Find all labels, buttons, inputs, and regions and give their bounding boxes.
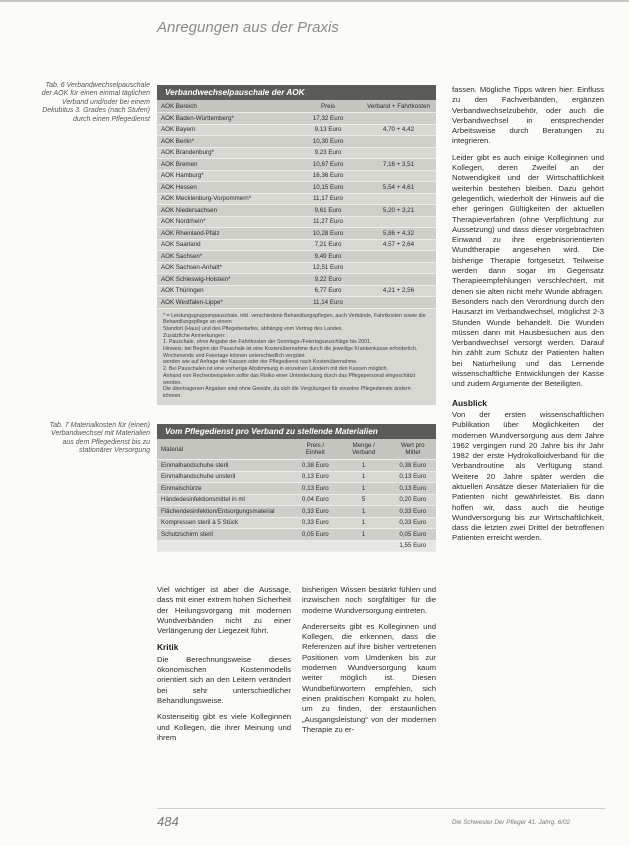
- aok-col-breakdown: Verband + Fahrtkosten: [361, 100, 436, 113]
- material-price-cell: 0,04 Euro: [293, 494, 338, 506]
- material-value-cell: 0,05 Euro: [390, 529, 436, 541]
- section-title: Anregungen aus der Praxis: [157, 19, 339, 36]
- material-qty-cell: 1: [338, 460, 390, 472]
- aok-price-cell: 7,21 Euro: [295, 239, 361, 251]
- aok-table-title: Verbandwechselpauschale der AOK: [157, 85, 436, 100]
- aok-table-row: [157, 205, 436, 217]
- mat-col-qty: Menge / Verband: [338, 439, 390, 460]
- aok-price-cell: 9,22 Euro: [295, 274, 361, 286]
- mat-col-material: Material: [157, 439, 293, 460]
- material-qty-cell: 1: [338, 529, 390, 541]
- aok-price-cell: 16,36 Euro: [295, 170, 361, 182]
- aok-breakdown-cell: 4,57 + 2,64: [361, 239, 436, 251]
- material-price-cell: 0,05 Euro: [293, 529, 338, 541]
- paragraph: bisherigen Wissen bestärkt fühlen und inzwischen noch sorgfältiger für die moderne Wundversorgung eintreten.: [302, 585, 436, 615]
- aok-region-cell: AOK Sachsen*: [157, 251, 295, 263]
- aok-breakdown-cell: 5,86 + 4,32: [361, 228, 436, 240]
- table1-caption: Tab. 6 Verbandwechselpauschale der AOK für einen einmal täglichen Verband und/oder bei einem Dekubitus 3. Grades (nach Stufen) durch einen Pflegedienst: [41, 82, 150, 123]
- aok-breakdown-cell: [361, 297, 436, 309]
- material-name-cell: Einmalschürze: [157, 483, 293, 495]
- material-value-cell: 0,38 Euro: [390, 460, 436, 472]
- aok-table-row: [157, 170, 436, 182]
- aok-table-row: [157, 228, 436, 240]
- aok-region-cell: AOK Baden-Württemberg*: [157, 113, 295, 125]
- paragraph: Andererseits gibt es Kolleginnen und Kollegen, die erkennen, dass die Referenzen auf ihre bisher vertretenen Positionen vom Umdenken bis zur modernen Wundversorgung kaum weiter möglich ist. Diesen Wundbefürwortern empfehlen, sich einen praktischen Kompakt zu holen, um zu finden, der erstaunlichen „Ausgangsleistung“ von der modernen Therapie zu er-: [302, 621, 436, 734]
- empty-cell: [157, 540, 293, 552]
- aok-table-row: [157, 193, 436, 205]
- paragraph: Kostenseitig gibt es viele Kolleginnen und Kollegen, die ihrer Meinung und ihrem: [157, 712, 291, 742]
- footnote-line: Die übertragenen Angaben sind ohne Gewähr, da sich die Vergütungen für einzelne Pflegedienste ändern können.: [163, 386, 411, 399]
- aok-breakdown-cell: [361, 147, 436, 159]
- aok-col-region: AOK Bereich: [157, 100, 295, 113]
- material-qty-cell: 1: [338, 506, 390, 518]
- material-price-cell: 0,38 Euro: [293, 460, 338, 472]
- aok-price-cell: 9,49 Euro: [295, 251, 361, 263]
- aok-table-row: [157, 274, 436, 286]
- aok-price-cell: 9,61 Euro: [295, 205, 361, 217]
- aok-region-cell: AOK Westfalen-Lippe*: [157, 297, 295, 309]
- text-column-2: [302, 585, 436, 741]
- text-column-3: [452, 85, 604, 550]
- aok-breakdown-cell: 7,16 + 3,51: [361, 159, 436, 171]
- aok-region-cell: AOK Nordrhein*: [157, 216, 295, 228]
- material-value-cell: 0,33 Euro: [390, 517, 436, 529]
- footnote-line: Anhand von Rechenbeispielen sollte das Risiko einer Unterdeckung durch das Pflegepersonal eingeschätzt werden.: [163, 372, 416, 386]
- top-rule: [0, 0, 629, 2]
- aok-region-cell: AOK Saarland: [157, 239, 295, 251]
- materials-table-row: [157, 483, 436, 495]
- footer-rule: [157, 808, 605, 809]
- materials-table-header-row: [157, 439, 436, 460]
- aok-region-cell: AOK Sachsen-Anhalt*: [157, 262, 295, 274]
- aok-breakdown-cell: [361, 251, 436, 263]
- materials-table: [157, 424, 436, 552]
- material-qty-cell: 1: [338, 483, 390, 495]
- aok-table-header-row: [157, 100, 436, 113]
- aok-col-price: Preis: [295, 100, 361, 113]
- aok-table-row: [157, 216, 436, 228]
- empty-cell: [338, 540, 390, 552]
- aok-region-cell: AOK Bayern: [157, 124, 295, 136]
- paragraph: fassen. Mögliche Tipps wären hier: Einfluss zu den Fachverbänden, ergänzen Verbandwechselzubehör, oder auch die Verbandwechsel in entsprechender Arbeitsweise durch Beratungen zu integrieren.: [452, 85, 604, 146]
- material-qty-cell: 1: [338, 471, 390, 483]
- material-value-cell: 0,33 Euro: [390, 506, 436, 518]
- aok-price-cell: 10,30 Euro: [295, 136, 361, 148]
- materials-table-row: [157, 529, 436, 541]
- footnote-line: 1. Pauschale, ohne Angabe der Fahrtkosten der Sonntags-/Feiertagszuschläge bis 2001.: [163, 339, 372, 346]
- aok-region-cell: AOK Brandenburg*: [157, 147, 295, 159]
- aok-table-row: [157, 113, 436, 125]
- heading-ausblick: Ausblick: [452, 397, 487, 408]
- aok-table-row: [157, 136, 436, 148]
- material-name-cell: Schutzschirm steril: [157, 529, 293, 541]
- mat-col-price: Preis / Einheit: [293, 439, 338, 460]
- aok-price-cell: 6,77 Euro: [295, 285, 361, 297]
- aok-table-row: [157, 147, 436, 159]
- footnote-line: Hinweis: bei Beginn der Pauschale ist eine Kostenübernahme durch die jeweilige Krankenkasse erforderlich. Wochenende und Feiertage können unterschiedlich vergütet: [163, 346, 418, 359]
- aok-table-row: [157, 159, 436, 171]
- aok-breakdown-cell: [361, 274, 436, 286]
- aok-region-cell: AOK Hamburg*: [157, 170, 295, 182]
- material-qty-cell: 1: [338, 517, 390, 529]
- footnote-line: Standort (Haus) und des Pflegebedarfes, abhängig vom Vertrag des Landes.: [163, 325, 343, 332]
- aok-price-cell: 11,14 Euro: [295, 297, 361, 309]
- aok-price-cell: 10,28 Euro: [295, 228, 361, 240]
- heading-kritik: Kritik: [157, 642, 179, 653]
- materials-table-grid: [157, 439, 436, 552]
- paragraph: Von der ersten wissenschaftlichen Publikation über Möglichkeiten der modernen Wundversorgung aus dem Jahre 1962 vergingen rund 20 Jahre bis ihr Jahr 1982 der erste Hydrokolloidverband für die Verbandroutine als Verfügung stand. Weitere 20 Jahre später werden die aktuellen Ansätze dieser Materialien für die Patienten nicht gewährleistet. Bis dann hoffen wir, dass auch die heutige Wundversorgung bis zur Wirtschaftlichkeit, dass die letzten zwei Drittel der betroffenen Patienten erreicht werden.: [452, 409, 604, 543]
- aok-table-row: [157, 262, 436, 274]
- aok-breakdown-cell: [361, 170, 436, 182]
- material-qty-cell: 5: [338, 494, 390, 506]
- aok-table: [157, 85, 436, 405]
- materials-total-row: [157, 540, 436, 552]
- material-value-cell: 0,20 Euro: [390, 494, 436, 506]
- material-name-cell: Einmalhandschuhe steril: [157, 460, 293, 472]
- aok-price-cell: 9,23 Euro: [295, 147, 361, 159]
- material-value-cell: 0,13 Euro: [390, 483, 436, 495]
- text-column-1: [157, 585, 291, 749]
- aok-region-cell: AOK Niedersachsen: [157, 205, 295, 217]
- aok-region-cell: AOK Bremen: [157, 159, 295, 171]
- aok-breakdown-cell: 4,21 + 2,56: [361, 285, 436, 297]
- aok-breakdown-cell: [361, 136, 436, 148]
- paragraph: Leider gibt es auch einige Kolleginnen und Kollegen, deren Zweifel an der Notwendigkeit und der Wirtschaftlichkeit weiterhin bestehen bleiben. Dazu gehört gelegentlich, wiederholt der Hinweis auf die eher geringen Gültigkeiten der aktuellen Therapieverfahren (ohne Verpflichtung zur Aussetzung) und dass dieser vorgebrachten Einwand zu ihre ergebnisorientierten Wundtherapie angesehen wird. Die bisherige Therapie fortgesetzt. Teilweise werden dann sogar im Gegensatz Therapieempfehlungen verschlechtert, mit denen sie alten nicht mehr Wunde abfragen. Besonders nach den Verordnung durch den Hausarzt im Verbandwechsel, möglichst 2-3 Stunden Wunde behandelt. Die Wunden müssen dann mit Hausbesuchen aus den Verbandwechsel versorgt werden. Darauf hin zählt zum Schutz der Patienten halten bei Naturheilung und das Lernende wissenschaftliche Entwicklungen der Kasse und zudem Argumente der Beteiligten.: [452, 152, 604, 389]
- aok-price-cell: 11,27 Euro: [295, 216, 361, 228]
- material-price-cell: 0,13 Euro: [293, 471, 338, 483]
- aok-table-row: [157, 239, 436, 251]
- table2-caption: Tab. 7 Materialkosten für (einen) Verbandwechsel mit Materialien aus dem Pflegedienst bis zu stationärer Versorgung: [49, 422, 150, 455]
- materials-table-row: [157, 471, 436, 483]
- mat-col-value: Wert pro Mittel: [390, 439, 436, 460]
- aok-region-cell: AOK Thüringen: [157, 285, 295, 297]
- material-name-cell: Flächendesinfektion/Entsorgungsmaterial: [157, 506, 293, 518]
- materials-table-row: [157, 517, 436, 529]
- aok-price-cell: 10,67 Euro: [295, 159, 361, 171]
- journal-source: Die Schwester Der Pfleger 41. Jahrg. 6/02: [452, 819, 570, 826]
- material-price-cell: 0,33 Euro: [293, 506, 338, 518]
- aok-price-cell: 10,15 Euro: [295, 182, 361, 194]
- aok-price-cell: 9,13 Euro: [295, 124, 361, 136]
- aok-breakdown-cell: 4,70 + 4,42: [361, 124, 436, 136]
- aok-breakdown-cell: [361, 193, 436, 205]
- aok-region-cell: AOK Hessen: [157, 182, 295, 194]
- aok-breakdown-cell: [361, 262, 436, 274]
- material-name-cell: Kompressen steril à 5 Stück: [157, 517, 293, 529]
- materials-table-title: Vom Pflegedienst pro Verband zu stellende Materialien: [157, 424, 436, 439]
- aok-table-row: [157, 182, 436, 194]
- aok-breakdown-cell: [361, 216, 436, 228]
- aok-price-cell: 11,17 Euro: [295, 193, 361, 205]
- footnote-line: werden wie auf Anfrage der Kassen oder der Pflegedienst nach Kostenübernahme.: [163, 359, 358, 366]
- material-name-cell: Händedesinfektionsmittel in ml: [157, 494, 293, 506]
- aok-breakdown-cell: 5,54 + 4,61: [361, 182, 436, 194]
- aok-table-row: [157, 285, 436, 297]
- aok-region-cell: AOK Schleswig-Holstein*: [157, 274, 295, 286]
- material-value-cell: 0,13 Euro: [390, 471, 436, 483]
- aok-table-footnotes: [157, 309, 436, 405]
- aok-region-cell: AOK Berlin*: [157, 136, 295, 148]
- material-price-cell: 0,33 Euro: [293, 517, 338, 529]
- empty-cell: [293, 540, 338, 552]
- material-name-cell: Einmalhandschuhe unsteril: [157, 471, 293, 483]
- aok-breakdown-cell: 5,20 + 3,21: [361, 205, 436, 217]
- material-price-cell: 0,13 Euro: [293, 483, 338, 495]
- aok-breakdown-cell: [361, 113, 436, 125]
- aok-table-grid: [157, 100, 436, 309]
- materials-table-row: [157, 506, 436, 518]
- aok-price-cell: 12,51 Euro: [295, 262, 361, 274]
- materials-table-row: [157, 494, 436, 506]
- footnote-line: 2. Bei Pauschalen ist eine vorherige Abstimmung in einzelnen Ländern mit den Kassen möglich.: [163, 366, 388, 373]
- aok-price-cell: 17,32 Euro: [295, 113, 361, 125]
- paragraph: Die Berechnungsweise dieses ökonomischen Kostenmodells orientiert sich an den Leitern verändert bei sehr unterschiedlicher Behandlungsweise.: [157, 654, 291, 705]
- aok-table-row: [157, 251, 436, 263]
- materials-total-cell: 1,55 Euro: [390, 540, 436, 552]
- aok-region-cell: AOK Rheinland-Pfalz: [157, 228, 295, 240]
- materials-table-row: [157, 460, 436, 472]
- footnote-line: Zusätzliche Anmerkungen:: [163, 332, 226, 339]
- footnote-line: * = Leistungsgruppenpauschale, inkl. verschiedene Behandlungspflegen, auch Verbände, Fahrtkosten sowie die Behandlungspflege an einem: [163, 312, 426, 326]
- page-number: 484: [157, 814, 179, 829]
- paragraph: Viel wichtiger ist aber die Aussage, dass mit einer extrem hohen Sicherheit der Heilungsvorgang mit modernen Wundverbänden nicht zu einer Verlängerung der Liegezeit führt.: [157, 585, 291, 636]
- aok-region-cell: AOK Mecklenburg-Vorpommern*: [157, 193, 295, 205]
- aok-table-row: [157, 297, 436, 309]
- aok-table-row: [157, 124, 436, 136]
